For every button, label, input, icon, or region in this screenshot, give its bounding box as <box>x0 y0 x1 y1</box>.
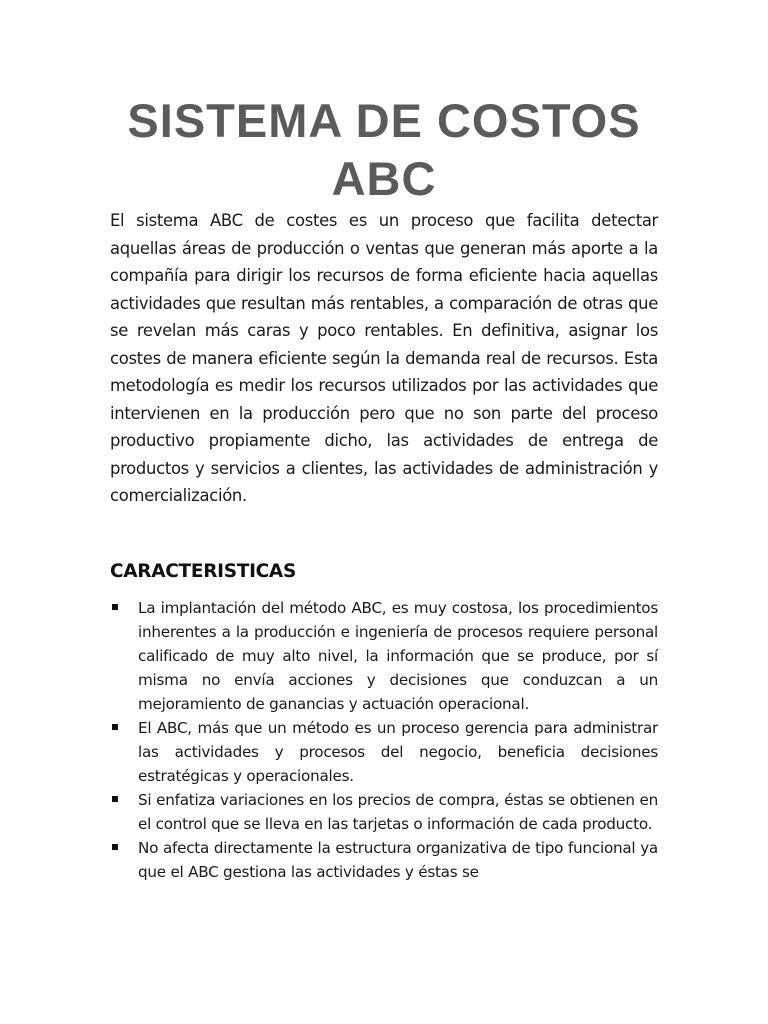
square-bullet-icon <box>112 844 118 850</box>
square-bullet-icon <box>112 724 118 730</box>
list-item <box>110 788 658 836</box>
list-item-text: El ABC, más que un método es un proceso gerencia para administrar las actividades y procesos del negocio, beneficia decisiones estratégicas y operacionales. <box>138 719 658 785</box>
list-item <box>110 596 658 716</box>
characteristics-list <box>110 596 658 884</box>
list-item-text: No afecta directamente la estructura organizativa de tipo funcional ya que el ABC gestiona las actividades y éstas se <box>138 839 658 881</box>
list-item-text: Si enfatiza variaciones en los precios de compra, éstas se obtienen en el control que se lleva en las tarjetas o información de cada producto. <box>138 791 658 833</box>
intro-paragraph: El sistema ABC de costes es un proceso que facilita detectar aquellas áreas de producción o ventas que generan más aporte a la compañía para dirigir los recursos de forma eficiente hacia aquellas actividades que resultan más rentables, a comparación de otras que se revelan más caras y poco rentables. En definitiva, asignar los costes de manera eficiente según la demanda real de recursos. Esta metodología es medir los recursos utilizados por las actividades que intervienen en la producción pero que no son parte del proceso productivo propiamente dicho, las actividades de entrega de productos y servicios a clientes, las actividades de administración y comercialización. <box>110 211 658 505</box>
list-item <box>110 716 658 788</box>
square-bullet-icon <box>112 796 118 802</box>
square-bullet-icon <box>112 604 118 610</box>
list-item-text: La implantación del método ABC, es muy costosa, los procedimientos inherentes a la producción e ingeniería de procesos requiere personal calificado de muy alto nivel, la información que se produce, por sí misma no envía acciones y decisiones que conduzcan a un mejoramiento de ganancias y actuación operacional. <box>138 599 658 713</box>
list-item <box>110 836 658 884</box>
section-heading: CARACTERISTICAS <box>110 561 296 582</box>
document-title: SISTEMA DE COSTOS ABC <box>127 94 641 205</box>
